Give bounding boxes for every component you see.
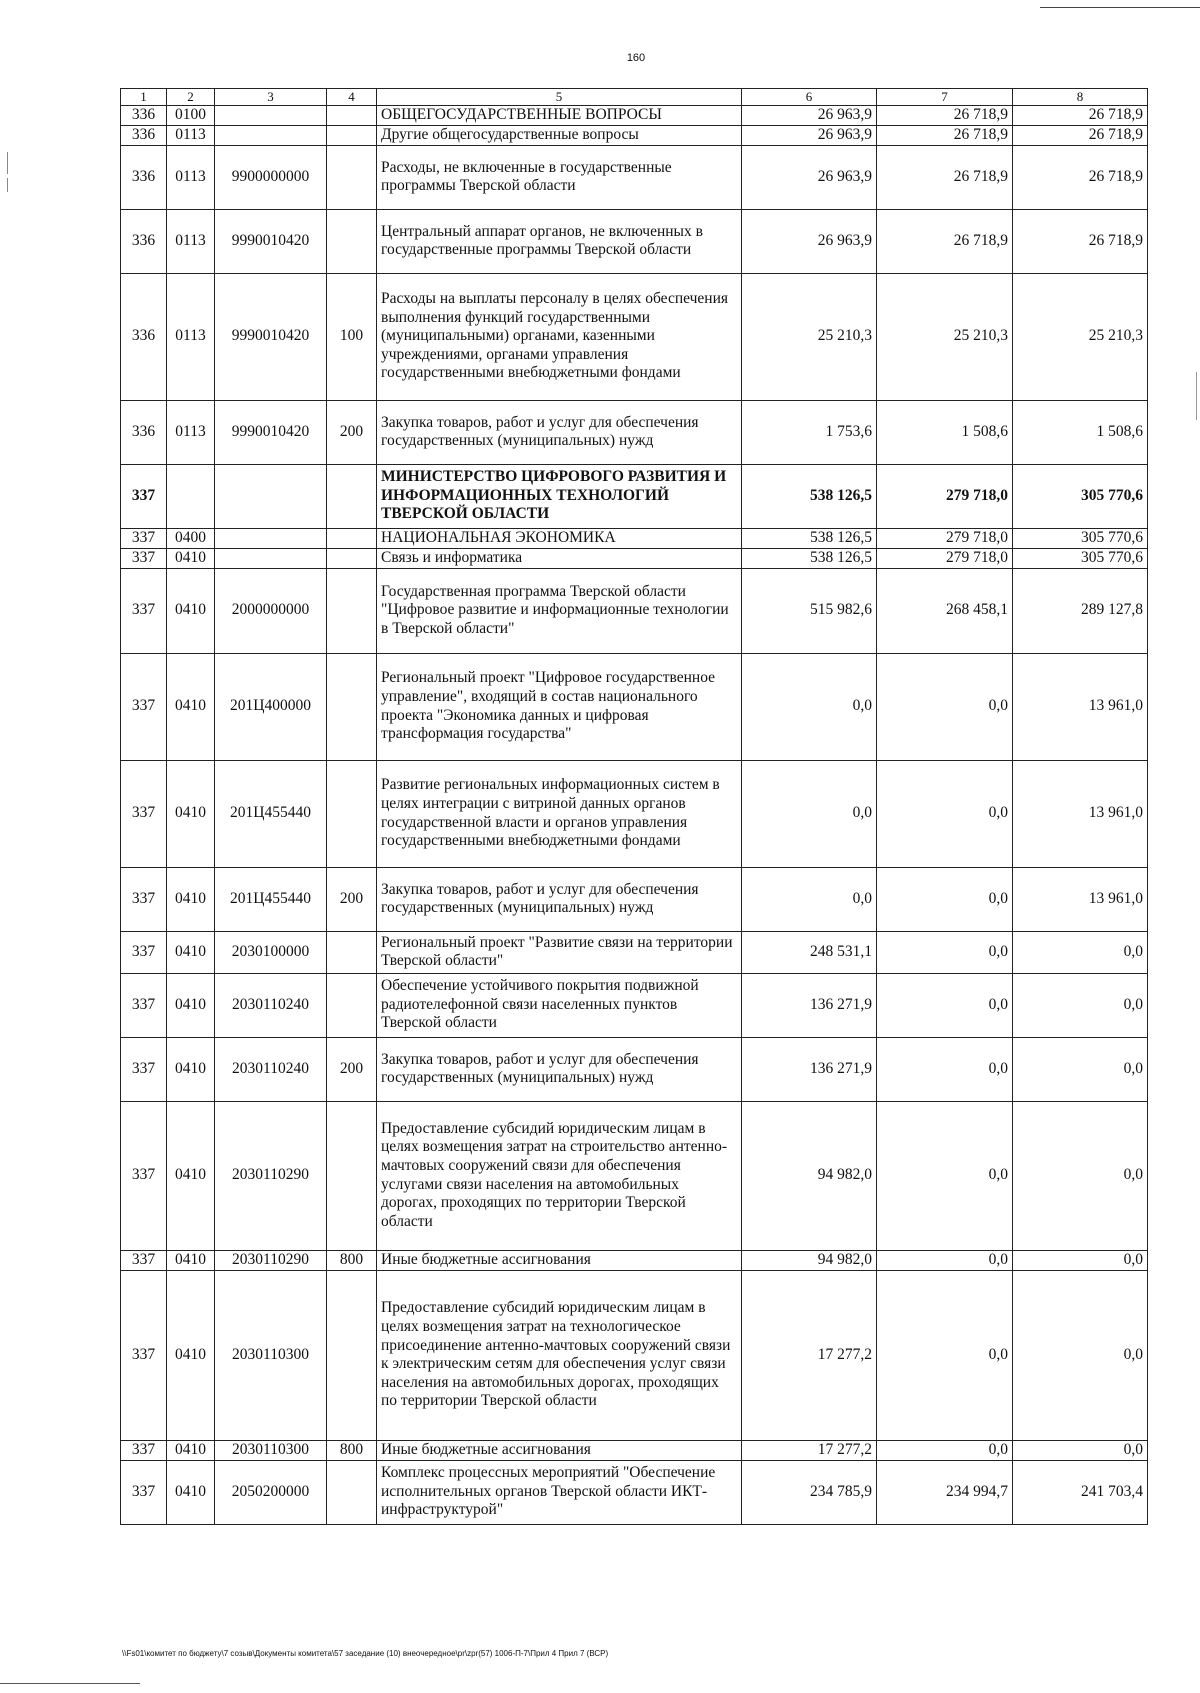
cell-department: 337 bbox=[121, 548, 167, 568]
cell-amount-year-3: 0,0 bbox=[1013, 1037, 1148, 1101]
table-row bbox=[121, 273, 1148, 400]
cell-description: Закупка товаров, работ и услуг для обеспечения государственных (муниципальных) нужд bbox=[377, 1037, 742, 1101]
cell-department: 336 bbox=[121, 273, 167, 400]
cell-expense-type bbox=[327, 209, 377, 273]
cell-section: 0400 bbox=[167, 528, 215, 548]
cell-target-article: 9990010420 bbox=[215, 273, 327, 400]
table-row bbox=[121, 105, 1148, 125]
cell-target-article: 2050200000 bbox=[215, 1460, 327, 1524]
column-number-7: 7 bbox=[877, 89, 1013, 106]
cell-description: Комплекс процессных мероприятий "Обеспечение исполнительных органов Тверской области ИКТ-инфраструктурой" bbox=[377, 1460, 742, 1524]
cell-amount-year-1: 515 982,6 bbox=[742, 568, 877, 653]
table-row bbox=[121, 1101, 1148, 1250]
cell-amount-year-3: 26 718,9 bbox=[1013, 145, 1148, 209]
cell-department: 336 bbox=[121, 400, 167, 464]
cell-target-article: 2030110240 bbox=[215, 1037, 327, 1101]
cell-amount-year-1: 136 271,9 bbox=[742, 973, 877, 1037]
table-row bbox=[121, 1270, 1148, 1440]
cell-description: Закупка товаров, работ и услуг для обеспечения государственных (муниципальных) нужд bbox=[377, 400, 742, 464]
cell-target-article: 201Ц455440 bbox=[215, 867, 327, 931]
cell-target-article: 201Ц400000 bbox=[215, 653, 327, 760]
margin-mark bbox=[7, 152, 8, 174]
budget-table bbox=[120, 88, 1148, 1525]
cell-department: 337 bbox=[121, 1101, 167, 1250]
cell-amount-year-2: 1 508,6 bbox=[877, 400, 1013, 464]
cell-expense-type: 800 bbox=[327, 1440, 377, 1460]
cell-amount-year-1: 0,0 bbox=[742, 653, 877, 760]
column-number-5: 5 bbox=[377, 89, 742, 106]
cell-amount-year-2: 0,0 bbox=[877, 1250, 1013, 1270]
cell-amount-year-1: 17 277,2 bbox=[742, 1440, 877, 1460]
cell-amount-year-3: 0,0 bbox=[1013, 1270, 1148, 1440]
cell-expense-type: 200 bbox=[327, 867, 377, 931]
cell-expense-type: 200 bbox=[327, 400, 377, 464]
cell-amount-year-2: 0,0 bbox=[877, 1270, 1013, 1440]
cell-amount-year-3: 25 210,3 bbox=[1013, 273, 1148, 400]
cell-amount-year-2: 26 718,9 bbox=[877, 105, 1013, 125]
cell-description: Закупка товаров, работ и услуг для обеспечения государственных (муниципальных) нужд bbox=[377, 867, 742, 931]
table-row bbox=[121, 1250, 1148, 1270]
cell-amount-year-2: 0,0 bbox=[877, 973, 1013, 1037]
cell-section: 0410 bbox=[167, 973, 215, 1037]
top-rule bbox=[1040, 7, 1200, 8]
cell-department: 337 bbox=[121, 464, 167, 528]
cell-section: 0410 bbox=[167, 760, 215, 867]
cell-amount-year-1: 136 271,9 bbox=[742, 1037, 877, 1101]
cell-description: Другие общегосударственные вопросы bbox=[377, 125, 742, 145]
cell-amount-year-3: 0,0 bbox=[1013, 1101, 1148, 1250]
cell-amount-year-1: 26 963,9 bbox=[742, 145, 877, 209]
cell-expense-type bbox=[327, 760, 377, 867]
cell-target-article: 2030100000 bbox=[215, 931, 327, 973]
cell-expense-type bbox=[327, 528, 377, 548]
cell-amount-year-3: 26 718,9 bbox=[1013, 105, 1148, 125]
cell-amount-year-3: 305 770,6 bbox=[1013, 528, 1148, 548]
cell-amount-year-3: 305 770,6 bbox=[1013, 464, 1148, 528]
cell-amount-year-3: 13 961,0 bbox=[1013, 867, 1148, 931]
cell-target-article: 9990010420 bbox=[215, 209, 327, 273]
cell-amount-year-1: 538 126,5 bbox=[742, 528, 877, 548]
cell-section: 0410 bbox=[167, 1460, 215, 1524]
cell-amount-year-1: 94 982,0 bbox=[742, 1250, 877, 1270]
cell-description: Расходы, не включенные в государственные программы Тверской области bbox=[377, 145, 742, 209]
cell-amount-year-2: 0,0 bbox=[877, 653, 1013, 760]
cell-amount-year-3: 241 703,4 bbox=[1013, 1460, 1148, 1524]
bottom-rule bbox=[0, 1683, 140, 1684]
cell-section: 0410 bbox=[167, 1270, 215, 1440]
margin-mark bbox=[7, 178, 8, 192]
cell-amount-year-2: 279 718,0 bbox=[877, 528, 1013, 548]
cell-amount-year-1: 26 963,9 bbox=[742, 209, 877, 273]
column-number-4: 4 bbox=[327, 89, 377, 106]
cell-amount-year-1: 538 126,5 bbox=[742, 548, 877, 568]
cell-target-article: 9900000000 bbox=[215, 145, 327, 209]
cell-description: Иные бюджетные ассигнования bbox=[377, 1250, 742, 1270]
cell-amount-year-1: 538 126,5 bbox=[742, 464, 877, 528]
table-row bbox=[121, 653, 1148, 760]
cell-section: 0113 bbox=[167, 209, 215, 273]
cell-department: 337 bbox=[121, 568, 167, 653]
table-row bbox=[121, 760, 1148, 867]
table-row bbox=[121, 528, 1148, 548]
cell-amount-year-2: 0,0 bbox=[877, 1037, 1013, 1101]
cell-amount-year-2: 268 458,1 bbox=[877, 568, 1013, 653]
cell-department: 337 bbox=[121, 973, 167, 1037]
cell-amount-year-3: 13 961,0 bbox=[1013, 760, 1148, 867]
cell-department: 337 bbox=[121, 760, 167, 867]
cell-amount-year-2: 26 718,9 bbox=[877, 209, 1013, 273]
cell-amount-year-3: 26 718,9 bbox=[1013, 209, 1148, 273]
table-row bbox=[121, 568, 1148, 653]
cell-amount-year-1: 248 531,1 bbox=[742, 931, 877, 973]
column-number-row bbox=[121, 89, 1148, 106]
cell-target-article: 9990010420 bbox=[215, 400, 327, 464]
cell-department: 337 bbox=[121, 1037, 167, 1101]
cell-description: Обеспечение устойчивого покрытия подвижной радиотелефонной связи населенных пунктов Тверской области bbox=[377, 973, 742, 1037]
cell-amount-year-2: 279 718,0 bbox=[877, 548, 1013, 568]
cell-description: Предоставление субсидий юридическим лицам в целях возмещения затрат на технологическое присоединение антенно-мачтовых сооружений связи к электрическим сетям для обеспечения услуг связи населения на автомобильных дорогах, проходящих по территории Тверской области bbox=[377, 1270, 742, 1440]
cell-section: 0410 bbox=[167, 1037, 215, 1101]
cell-section: 0410 bbox=[167, 931, 215, 973]
margin-mark bbox=[1196, 372, 1197, 420]
cell-expense-type bbox=[327, 931, 377, 973]
cell-expense-type bbox=[327, 1101, 377, 1250]
cell-expense-type: 100 bbox=[327, 273, 377, 400]
cell-amount-year-2: 234 994,7 bbox=[877, 1460, 1013, 1524]
cell-amount-year-2: 0,0 bbox=[877, 760, 1013, 867]
table-row bbox=[121, 548, 1148, 568]
cell-amount-year-2: 0,0 bbox=[877, 1440, 1013, 1460]
cell-section: 0410 bbox=[167, 867, 215, 931]
cell-description: Региональный проект "Цифровое государственное управление", входящий в состав национального проекта "Экономика данных и цифровая трансформация государства" bbox=[377, 653, 742, 760]
cell-amount-year-3: 26 718,9 bbox=[1013, 125, 1148, 145]
table-row bbox=[121, 973, 1148, 1037]
cell-amount-year-1: 234 785,9 bbox=[742, 1460, 877, 1524]
cell-amount-year-3: 13 961,0 bbox=[1013, 653, 1148, 760]
table-row bbox=[121, 145, 1148, 209]
cell-target-article: 2030110300 bbox=[215, 1270, 327, 1440]
cell-amount-year-2: 279 718,0 bbox=[877, 464, 1013, 528]
cell-amount-year-3: 0,0 bbox=[1013, 1440, 1148, 1460]
cell-department: 337 bbox=[121, 1460, 167, 1524]
cell-expense-type bbox=[327, 1460, 377, 1524]
cell-section: 0113 bbox=[167, 273, 215, 400]
page-number: 160 bbox=[626, 52, 646, 64]
footer-file-path: \\Fs01\комитет по бюджету\7 созыв\Документы комитета\57 заседание (10) внеочередное\pr\zpr(57) 1006-П-7\Прил 4 Прил 7 (ВСР) bbox=[122, 1649, 609, 1658]
cell-description: Расходы на выплаты персоналу в целях обеспечения выполнения функций государственными (муниципальными) органами, казенными учреждениями, органами управления государственными внебюджетными фондами bbox=[377, 273, 742, 400]
cell-expense-type: 800 bbox=[327, 1250, 377, 1270]
cell-amount-year-3: 0,0 bbox=[1013, 1250, 1148, 1270]
cell-section: 0113 bbox=[167, 145, 215, 209]
cell-target-article: 201Ц455440 bbox=[215, 760, 327, 867]
table-row bbox=[121, 125, 1148, 145]
table-row bbox=[121, 1440, 1148, 1460]
column-number-6: 6 bbox=[742, 89, 877, 106]
column-number-3: 3 bbox=[215, 89, 327, 106]
cell-target-article bbox=[215, 548, 327, 568]
cell-description: НАЦИОНАЛЬНАЯ ЭКОНОМИКА bbox=[377, 528, 742, 548]
cell-section: 0113 bbox=[167, 400, 215, 464]
cell-amount-year-2: 0,0 bbox=[877, 1101, 1013, 1250]
cell-description: Предоставление субсидий юридическим лицам в целях возмещения затрат на строительство антенно-мачтовых сооружений связи для обеспечения услугами связи населения на автомобильных дорогах, проходящих по территории Тверской области bbox=[377, 1101, 742, 1250]
cell-target-article: 2030110290 bbox=[215, 1101, 327, 1250]
cell-section: 0100 bbox=[167, 105, 215, 125]
cell-expense-type bbox=[327, 973, 377, 1037]
cell-department: 337 bbox=[121, 867, 167, 931]
cell-target-article: 2030110290 bbox=[215, 1250, 327, 1270]
cell-amount-year-1: 25 210,3 bbox=[742, 273, 877, 400]
cell-amount-year-2: 26 718,9 bbox=[877, 145, 1013, 209]
cell-section: 0410 bbox=[167, 1101, 215, 1250]
table-row bbox=[121, 209, 1148, 273]
cell-amount-year-2: 0,0 bbox=[877, 867, 1013, 931]
table-row bbox=[121, 931, 1148, 973]
cell-section: 0113 bbox=[167, 125, 215, 145]
table-row bbox=[121, 1460, 1148, 1524]
cell-section: 0410 bbox=[167, 548, 215, 568]
cell-department: 336 bbox=[121, 145, 167, 209]
table-row bbox=[121, 400, 1148, 464]
cell-expense-type bbox=[327, 548, 377, 568]
cell-target-article: 2000000000 bbox=[215, 568, 327, 653]
cell-section: 0410 bbox=[167, 1440, 215, 1460]
cell-department: 337 bbox=[121, 1440, 167, 1460]
cell-amount-year-1: 94 982,0 bbox=[742, 1101, 877, 1250]
table-row bbox=[121, 1037, 1148, 1101]
cell-expense-type bbox=[327, 105, 377, 125]
cell-description: Иные бюджетные ассигнования bbox=[377, 1440, 742, 1460]
cell-description: Развитие региональных информационных систем в целях интеграции с витриной данных органов государственной власти и органов управления государственными внебюджетными фондами bbox=[377, 760, 742, 867]
cell-department: 337 bbox=[121, 528, 167, 548]
cell-description: ОБЩЕГОСУДАРСТВЕННЫЕ ВОПРОСЫ bbox=[377, 105, 742, 125]
table-body bbox=[121, 105, 1148, 1524]
cell-section: 0410 bbox=[167, 653, 215, 760]
cell-expense-type bbox=[327, 568, 377, 653]
cell-description: Государственная программа Тверской области "Цифровое развитие и информационные технологии в Тверской области" bbox=[377, 568, 742, 653]
cell-department: 337 bbox=[121, 1250, 167, 1270]
table-row bbox=[121, 867, 1148, 931]
cell-amount-year-1: 1 753,6 bbox=[742, 400, 877, 464]
cell-department: 336 bbox=[121, 105, 167, 125]
cell-amount-year-2: 25 210,3 bbox=[877, 273, 1013, 400]
cell-expense-type bbox=[327, 464, 377, 528]
cell-target-article bbox=[215, 464, 327, 528]
table-row bbox=[121, 464, 1148, 528]
cell-department: 336 bbox=[121, 209, 167, 273]
cell-amount-year-3: 289 127,8 bbox=[1013, 568, 1148, 653]
cell-section: 0410 bbox=[167, 568, 215, 653]
cell-department: 336 bbox=[121, 125, 167, 145]
cell-description: Связь и информатика bbox=[377, 548, 742, 568]
cell-amount-year-3: 0,0 bbox=[1013, 973, 1148, 1037]
cell-amount-year-3: 305 770,6 bbox=[1013, 548, 1148, 568]
cell-expense-type bbox=[327, 145, 377, 209]
cell-section: 0410 bbox=[167, 1250, 215, 1270]
cell-amount-year-2: 26 718,9 bbox=[877, 125, 1013, 145]
cell-expense-type bbox=[327, 653, 377, 760]
cell-description: МИНИСТЕРСТВО ЦИФРОВОГО РАЗВИТИЯ И ИНФОРМАЦИОННЫХ ТЕХНОЛОГИЙ ТВЕРСКОЙ ОБЛАСТИ bbox=[377, 464, 742, 528]
cell-target-article bbox=[215, 125, 327, 145]
cell-department: 337 bbox=[121, 653, 167, 760]
cell-description: Центральный аппарат органов, не включенных в государственные программы Тверской области bbox=[377, 209, 742, 273]
cell-amount-year-3: 1 508,6 bbox=[1013, 400, 1148, 464]
cell-department: 337 bbox=[121, 1270, 167, 1440]
cell-target-article bbox=[215, 105, 327, 125]
cell-amount-year-2: 0,0 bbox=[877, 931, 1013, 973]
cell-section bbox=[167, 464, 215, 528]
cell-amount-year-1: 0,0 bbox=[742, 867, 877, 931]
column-number-8: 8 bbox=[1013, 89, 1148, 106]
cell-description: Региональный проект "Развитие связи на территории Тверской области" bbox=[377, 931, 742, 973]
cell-expense-type: 200 bbox=[327, 1037, 377, 1101]
cell-department: 337 bbox=[121, 931, 167, 973]
cell-target-article bbox=[215, 528, 327, 548]
cell-amount-year-1: 17 277,2 bbox=[742, 1270, 877, 1440]
cell-expense-type bbox=[327, 125, 377, 145]
cell-amount-year-3: 0,0 bbox=[1013, 931, 1148, 973]
cell-target-article: 2030110300 bbox=[215, 1440, 327, 1460]
cell-expense-type bbox=[327, 1270, 377, 1440]
cell-amount-year-1: 26 963,9 bbox=[742, 105, 877, 125]
column-number-2: 2 bbox=[167, 89, 215, 106]
cell-amount-year-1: 26 963,9 bbox=[742, 125, 877, 145]
column-number-1: 1 bbox=[121, 89, 167, 106]
cell-amount-year-1: 0,0 bbox=[742, 760, 877, 867]
cell-target-article: 2030110240 bbox=[215, 973, 327, 1037]
